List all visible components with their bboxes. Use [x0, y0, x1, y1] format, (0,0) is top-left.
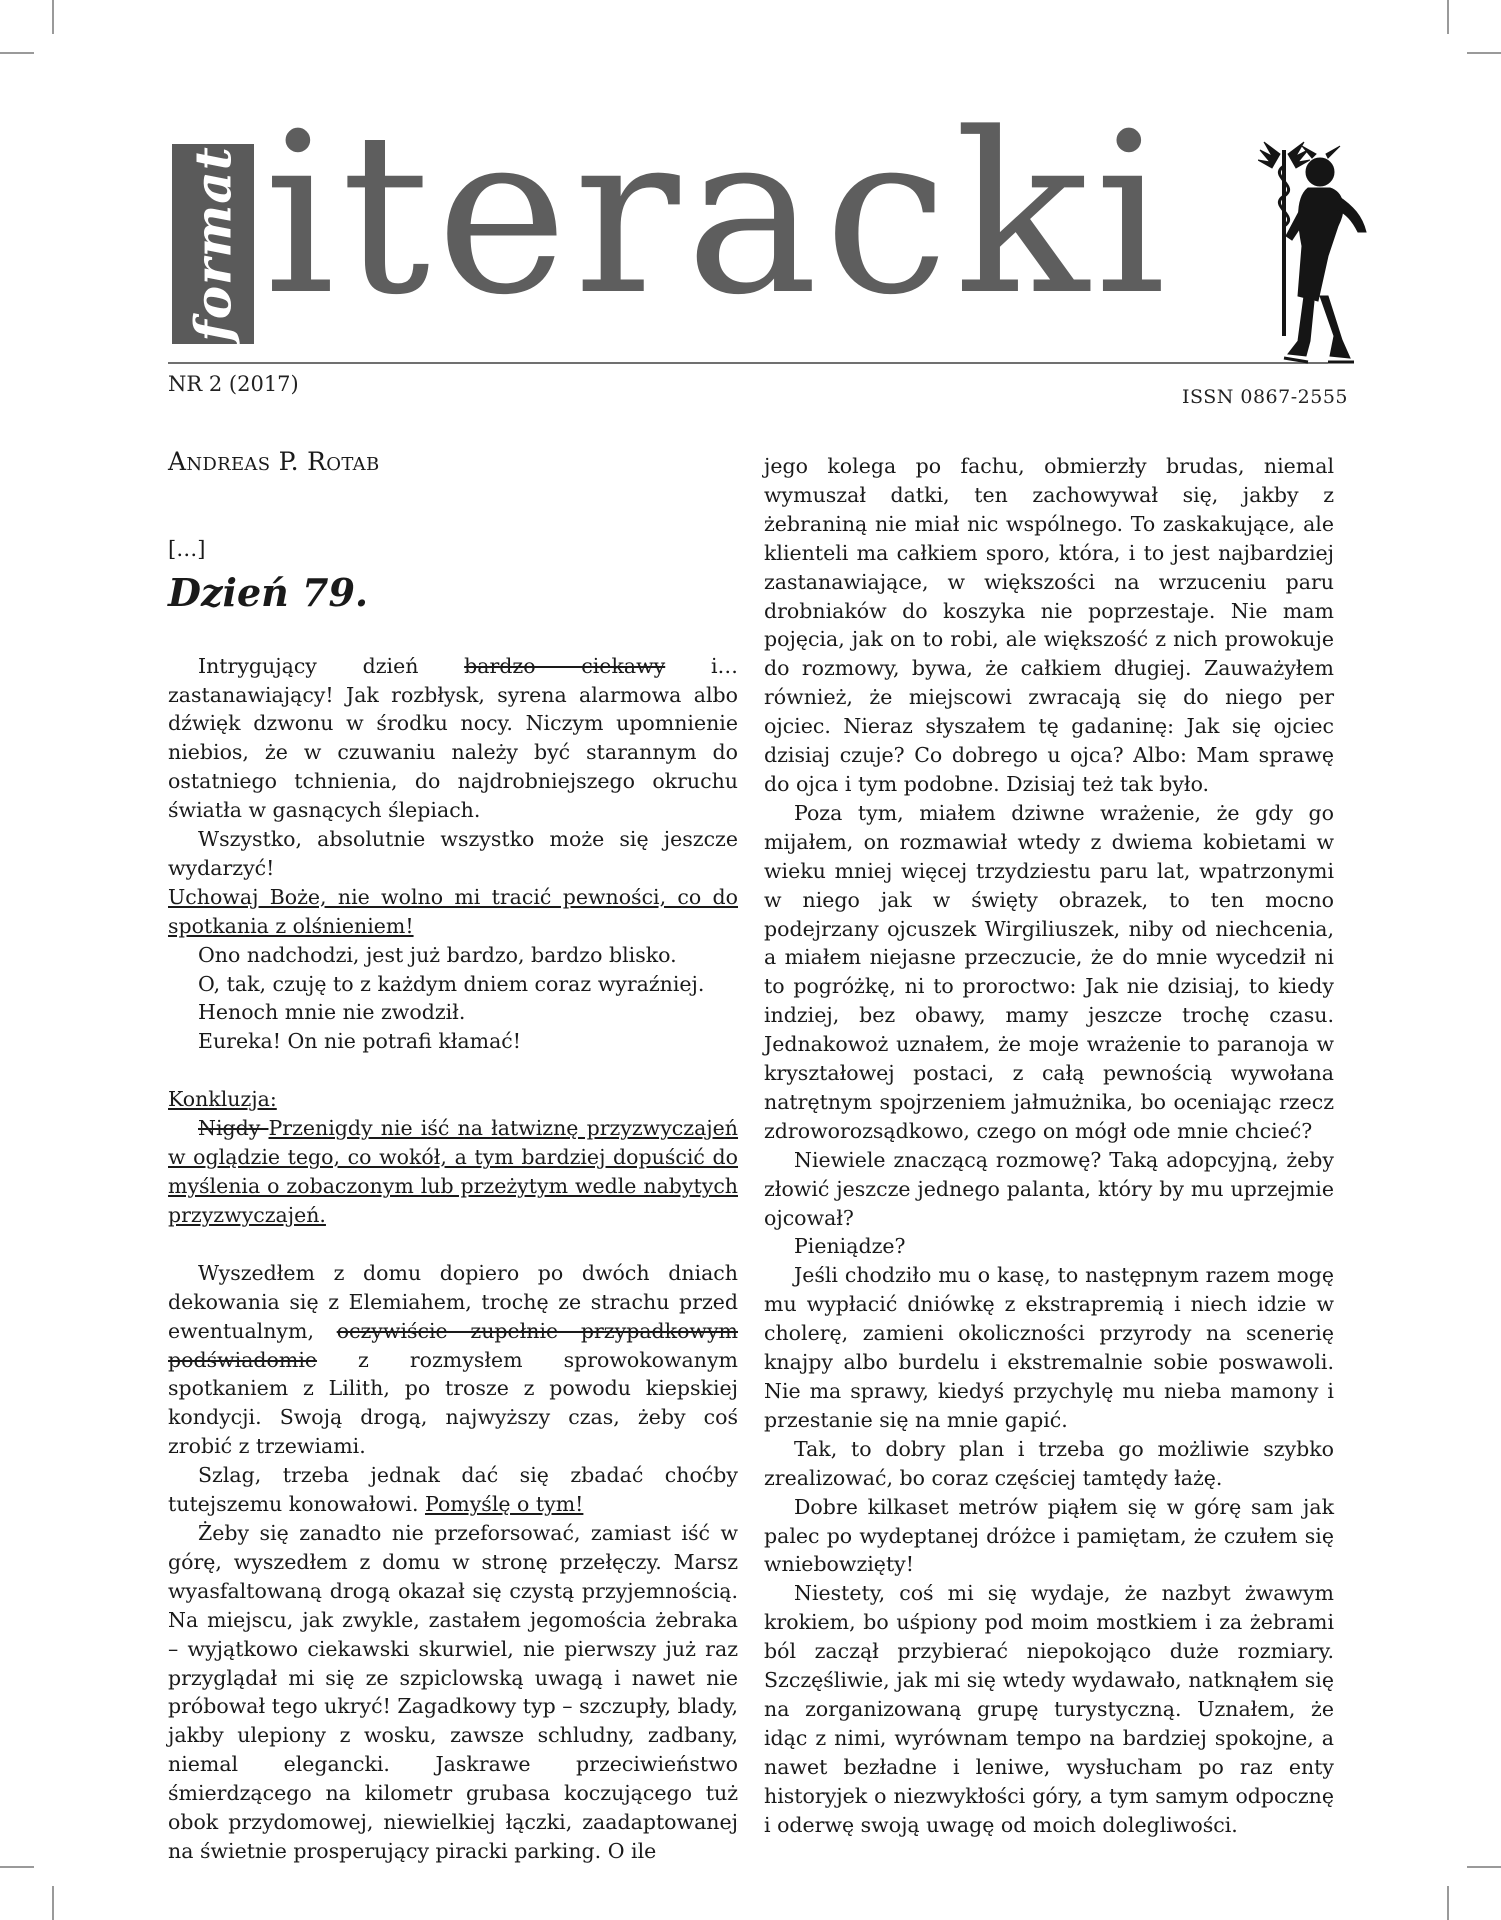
- author-name: Andreas P. Rotab: [168, 447, 380, 476]
- crop-mark: [52, 1886, 54, 1920]
- paragraph: Żeby się zanadto nie przeforsować, zamiast iść w górę, wyszedłem z domu w stronę przełęczy. Marsz wyasfaltowaną drogą okazał się czystą przyjemnością. Na miejscu, jak zwykle, zastałem jegomościa żebraka – wyjątkowo ciekawski skurwiel, nie pierwszy już raz przyglądał mi się ze szpiclowską uwagą i nawet nie próbował tego ukryć! Zagadkowy typ – szczupły, blady, jakby ulepiony z wosku, zawsze schludny, zadbany, niemal elegancki. Jaskrawe przeciwieństwo śmierdzącego na kilometr grubasa koczującego tuż obok przydomowej, niewielkiej łączki, zaadaptowanej na świetnie prosperujący piracki parking. O ile: [168, 1520, 738, 1863]
- paragraph: Poza tym, miałem dziwne wrażenie, że gdy go mijałem, on rozmawiał wtedy z dwiema kobietami w wieku mniej więcej trzydziestu paru lat, wpatrzonymi w niego jak w święty obrazek, to ten mocno podejrzany ojcuszek Wirgiliuszek, niby od niechcenia, a miałem niejasne przeczucie, że do mnie wycedził ni to pogróżkę, ni to proroctwo: Jak nie dzisiaj, to kiedy indziej, bez obawy, mamy jeszcze trochę czasu. Jednakowoż uznałem, że moje wrażenie to paranoja w kryształowej postaci, z całą pewnością wywołana natrętnym spojrzeniem jałmużnika, bo oceniając rzecz zdroworozsądkowo, czego on mógł ode mnie chcieć?: [764, 800, 1334, 1143]
- struck-text: oczywiście zupełnie przypadkowym podświadomie: [168, 1318, 738, 1372]
- paragraph: Dobre kilkaset metrów piąłem się w górę sam jak palec po wydeptanej dróżce i pamiętam, że czułem się wniebowzięty!: [764, 1494, 1334, 1577]
- paragraph: Ono nadchodzi, jest już bardzo, bardzo blisko.: [198, 942, 677, 967]
- issue-number: NR 2 (2017): [168, 372, 299, 396]
- right-column: [764, 452, 1334, 1840]
- issn-number: ISSN 0867-2555: [1182, 386, 1348, 408]
- conclusion-label: Konkluzja:: [168, 1087, 277, 1112]
- underlined-text: Pomyślę o tym!: [424, 1492, 584, 1517]
- conclusion-paragraph: Nigdy Przenigdy nie iść na łatwiznę przyzwyczajeń w oglądzie tego, co wokół, a tym bardziej dopuścić do myślenia o zobaczonym lub przeżytym wedle nabytych przyzwyczajeń.: [168, 1116, 739, 1227]
- omission-marker: […]: [168, 536, 206, 561]
- crop-mark: [1447, 1886, 1449, 1920]
- crop-mark: [0, 52, 34, 54]
- crop-mark: [1467, 1866, 1501, 1868]
- paragraph: Szlag, trzeba jednak dać się zbadać choćby tutejszemu konowałowi. Pomyślę o tym!: [168, 1463, 738, 1517]
- paragraph: Wszystko, absolutnie wszystko może się jeszcze wydarzyć!: [168, 827, 738, 880]
- crop-mark: [52, 0, 54, 34]
- paragraph: O, tak, czuję to z każdym dniem coraz wyraźniej.: [198, 971, 705, 996]
- paragraph: Henoch mnie nie zwodził.: [198, 1000, 466, 1025]
- paragraph: Niestety, coś mi się wydaje, że nazbyt żwawym krokiem, bo uśpiony pod moim mostkiem i za żebrami ból zaczął przybierać niepokojąco duże rozmiary. Szczęśliwie, jak mi się wtedy wydawało, natknąłem się na zorganizowaną grupę turystyczną. Uznałem, że idąc z nimi, wyrównam tempo na bardziej spokojne, a nawet bezładne i leniwe, wysłucham po raz enty historyjek o niezwykłości góry, a tym samym odpocznę i oderwę swoją uwagę od moich dolegliwości.: [764, 1581, 1334, 1837]
- paragraph: Intrygujący dzień bardzo ciekawy i… zastanawiający! Jak rozbłysk, syrena alarmowa albo dźwięk dzwonu w środku nocy. Niczym upomnienie niebios, że w czuwaniu należy być starannym do ostatniego tchnienia, do najdrobniejszego okruchu światła w gasnących ślepiach.: [168, 653, 738, 823]
- masthead-rule: [168, 362, 1328, 364]
- paragraph: Tak, to dobry plan i trzeba go możliwie szybko zrealizować, bo coraz częściej tamtędy łażę.: [764, 1436, 1334, 1490]
- masthead: [168, 86, 1353, 355]
- struck-text: bardzo ciekawy: [464, 653, 666, 678]
- format-logo-text: format: [183, 146, 243, 342]
- crop-mark: [0, 1866, 34, 1868]
- crop-mark: [1447, 0, 1449, 34]
- format-logo-block: [172, 144, 254, 344]
- underlined-paragraph: Uchowaj Boże, nie wolno mi tracić pewności, co do spotkania z olśnieniem!: [168, 884, 738, 938]
- paragraph: Pieniądze?: [794, 1234, 906, 1259]
- entry-heading: Dzień 79.: [168, 569, 369, 615]
- crop-mark: [1467, 52, 1501, 54]
- hermes-figure-icon: [1258, 136, 1368, 366]
- paragraph: Eureka! On nie potrafi kłamać!: [198, 1029, 522, 1054]
- paragraph: jego kolega po fachu, obmierzły brudas, niemal wymuszał datki, ten zachowywał się, jakby z żebraniną nie miał nic wspólnego. To zaskakujące, ale klienteli ma całkiem sporo, która, i to jest najbardziej zastanawiające, w większości na wrzuceniu paru drobniaków do koszyka nie poprzestaje. Nie mam pojęcia, jak on to robi, ale większość z nich prowokuje do rozmowy, bywa, że całkiem długiej. Zauważyłem również, że miejscowi zwracają się do niego per ojciec. Nieraz słyszałem tę gadaninę: Jak się ojciec dzisiaj czuje? Co dobrego u ojca? Albo: Mam sprawę do ojca i tym podobne. Dzisiaj też tak było.: [764, 454, 1334, 796]
- paragraph: Wyszedłem z domu dopiero po dwóch dniach dekowania się z Elemiahem, trochę ze strachu przed ewentualnym, oczywiście zupełnie przypadkowym podświadomie z rozmysłem sprowokowanym spotkaniem z Lilith, po trosze z powodu kiepskiej kondycji. Swoją drogą, najwyższy czas, żeby coś zrobić z trzewiami.: [168, 1260, 738, 1459]
- masthead-title: iteracki: [264, 86, 1172, 344]
- struck-text: Nigdy: [198, 1116, 269, 1141]
- paragraph: Jeśli chodziło mu o kasę, to następnym razem mogę mu wypłacić dniówkę z ekstrapremią i niech idzie w cholerę, zamieni okoliczności przyrody na scenerię knajpy albo burdelu i ekstremalnie sobie poswawoli. Nie ma sprawy, kiedyś przychylę mu nieba mamony i przestanie się na mnie gapić.: [764, 1263, 1334, 1432]
- left-column: [168, 448, 738, 1866]
- paragraph: Niewiele znaczącą rozmowę? Taką adopcyjną, żeby złowić jeszcze jednego palanta, który by mu uprzejmie ojcował?: [764, 1147, 1334, 1230]
